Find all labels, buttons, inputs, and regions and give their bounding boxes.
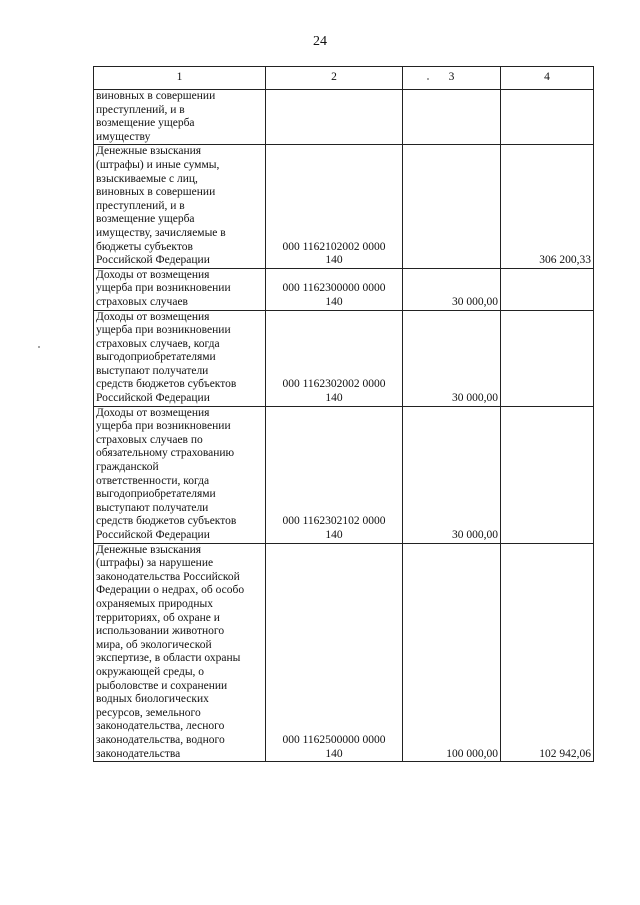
row-col3-value: 100 000,00 (403, 543, 501, 762)
row-name: Доходы от возмещения ущерба при возникновении страховых случаев (94, 268, 266, 310)
row-col3-value (403, 145, 501, 268)
page-number: 24 (313, 34, 327, 49)
header-col-2: 2 (266, 67, 403, 90)
table-row (94, 268, 594, 310)
table-row (94, 90, 594, 145)
header-col-3: 3 (403, 67, 501, 90)
row-code (266, 90, 403, 145)
row-col3-value: 30 000,00 (403, 310, 501, 406)
row-col4-value (501, 310, 594, 406)
row-col4-value: 102 942,06 (501, 543, 594, 762)
row-col4-value (501, 90, 594, 145)
row-col4-value (501, 406, 594, 543)
table-row (94, 310, 594, 406)
row-col4-value (501, 268, 594, 310)
row-name: виновных в совершении преступлений, и в возмещение ущерба имуществу (94, 90, 266, 145)
table-row (94, 406, 594, 543)
row-col3-value: 30 000,00 (403, 268, 501, 310)
row-code: 000 1162302002 0000 140 (266, 310, 403, 406)
row-name: Доходы от возмещения ущерба при возникновении страховых случаев по обязательному страхованию гражданской ответственности, когда выгодоприобретателями выступают получатели средств бюджетов субъектов Российской Федерации (94, 406, 266, 543)
table-row (94, 145, 594, 268)
row-code: 000 1162302102 0000 140 (266, 406, 403, 543)
scan-speck (38, 346, 40, 348)
row-code: 000 1162300000 0000 140 (266, 268, 403, 310)
row-code: 000 1162500000 0000 140 (266, 543, 403, 762)
row-code: 000 1162102002 0000 140 (266, 145, 403, 268)
table-row (94, 543, 594, 762)
header-col-4: 4 (501, 67, 594, 90)
header-col-1: 1 (94, 67, 266, 90)
revenue-table (93, 66, 594, 762)
row-col4-value: 306 200,33 (501, 145, 594, 268)
row-col3-value: 30 000,00 (403, 406, 501, 543)
scan-speck (427, 78, 429, 80)
row-name: Денежные взыскания (штрафы) и иные суммы, взыскиваемые с лиц, виновных в совершении преступлений, и в возмещение ущерба имуществу, зачисляемые в бюджеты субъектов Российской Федерации (94, 145, 266, 268)
row-name: Доходы от возмещения ущерба при возникновении страховых случаев, когда выгодоприобретателями выступают получатели средств бюджетов субъектов Российской Федерации (94, 310, 266, 406)
header-row (94, 67, 594, 90)
row-col3-value (403, 90, 501, 145)
row-name: Денежные взыскания (штрафы) за нарушение законодательства Российской Федерации о недрах, об особо охраняемых природных территориях, об охране и использовании животного мира, об экологической экспертизе, в области охраны окружающей среды, о рыболовстве и сохранении водных биологических ресурсов, земельного законодательства, лесного законодательства, водного законодательства (94, 543, 266, 762)
